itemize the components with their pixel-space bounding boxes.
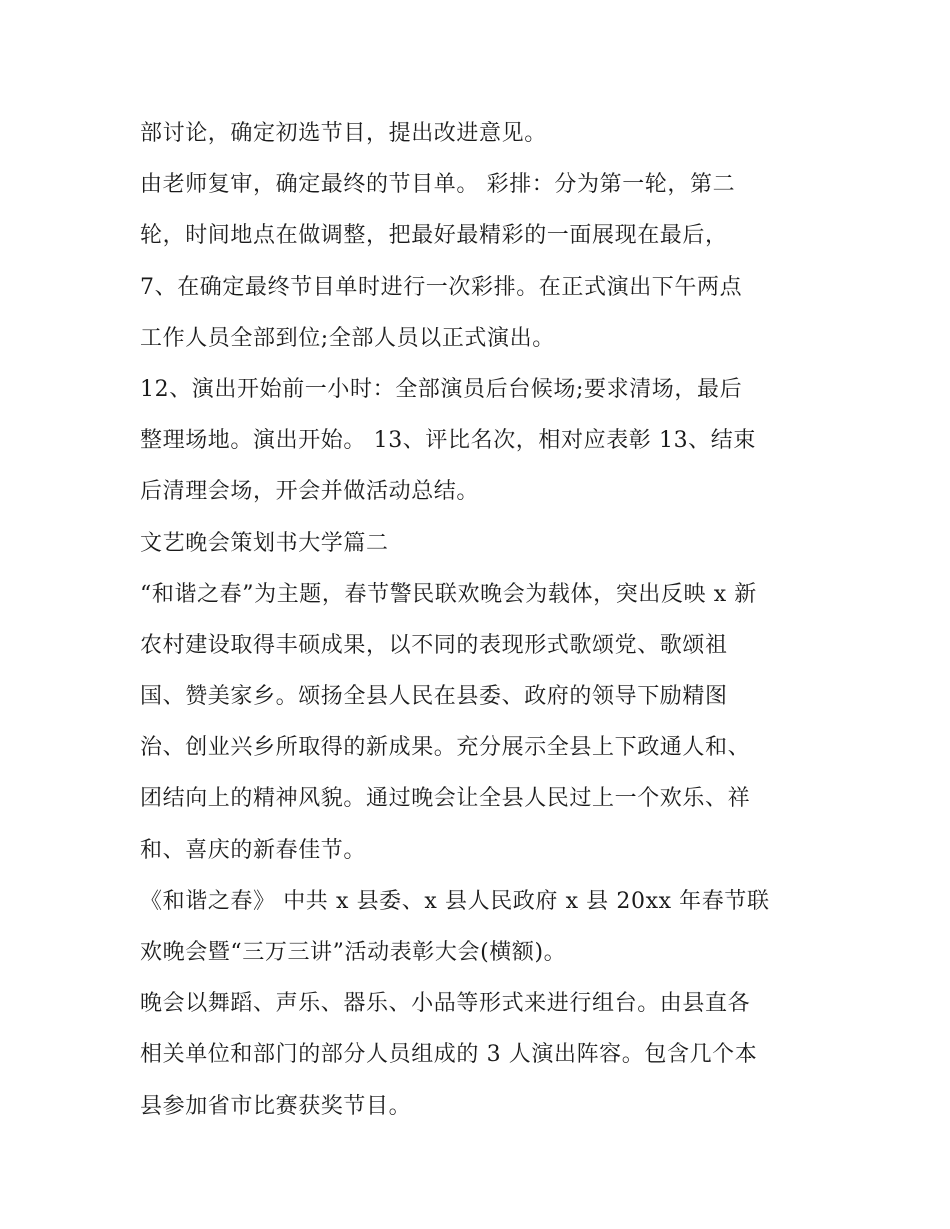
text-line: 相关单位和部门的部分人员组成的 3 人演出阵容。包含几个本 xyxy=(140,1042,758,1068)
text-line: 12、演出开始前一小时：全部演员后台候场;要求清场，最后 xyxy=(140,376,743,402)
text-line: 整理场地。演出开始。 13、评比名次，相对应表彰 13、结束 xyxy=(140,428,756,454)
text-line: 农村建设取得丰硕成果，以不同的表现形式歌颂党、歌颂祖 xyxy=(140,632,728,658)
text-line: 和、喜庆的新春佳节。 xyxy=(140,837,367,863)
text-line: 后清理会场，开会并做活动总结。 xyxy=(140,479,480,505)
text-line: 7、在确定最终节目单时进行一次彩排。在正式演出下午两点 xyxy=(140,274,743,300)
section-heading: 文艺晚会策划书大学篇二 xyxy=(140,530,389,556)
text-line: 《和谐之春》 中共 x 县委、x 县人民政府 x 县 20xx 年春节联 xyxy=(140,888,770,914)
text-line: 轮，时间地点在做调整，把最好最精彩的一面展现在最后， xyxy=(140,223,728,249)
text-line: 工作人员全部到位;全部人员以正式演出。 xyxy=(140,325,555,351)
text-line: 晚会以舞蹈、声乐、器乐、小品等形式来进行组台。由县直各 xyxy=(140,991,751,1017)
text-line: 县参加省市比赛获奖节目。 xyxy=(140,1093,412,1119)
text-line: 团结向上的精神风貌。通过晚会让全县人民过上一个欢乐、祥 xyxy=(140,786,751,812)
text-line: 由老师复审，确定最终的节目单。 彩排：分为第一轮，第二 xyxy=(140,172,736,198)
text-line: 欢晚会暨“三万三讲”活动表彰大会(横额)。 xyxy=(140,940,567,965)
document-body xyxy=(140,108,830,1132)
text-line: 治、创业兴乡所取得的新成果。充分展示全县上下政通人和、 xyxy=(140,735,751,761)
text-line: 国、赞美家乡。颂扬全县人民在县委、政府的领导下励精图 xyxy=(140,684,728,710)
text-line: “和谐之春”为主题，春节警民联欢晚会为载体，突出反映 x 新 xyxy=(140,581,757,607)
text-line: 部讨论，确定初选节目，提出改进意见。 xyxy=(140,121,547,146)
